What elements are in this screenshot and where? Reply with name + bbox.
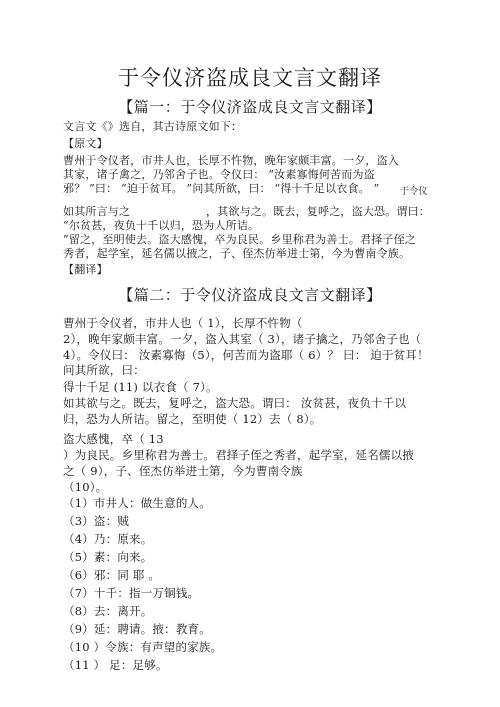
- original-line: 秀者，起学室，延名儒以掖之，子、侄杰仿举进士第，今为曹南令族。: [63, 247, 411, 260]
- note-item: （1）市井人：做生意的人。: [63, 496, 211, 510]
- intro-line: 文言文《》选自，其古诗原文如下：: [63, 120, 243, 133]
- note-item: （4）乃：原来。: [63, 532, 153, 546]
- translation-line: 得十千足 (11) 以衣食（ 7）。: [63, 380, 218, 394]
- translation-line: 4）。令仪曰： 汝素寡悔（5），何苦而为盗耶（ 6）？ 曰： 迫于贫耳！: [63, 348, 429, 362]
- document-title: 于令仪济盗成良文言文翻译: [118, 66, 382, 90]
- note-item: （6）邪：同 耶 。: [63, 568, 161, 582]
- translation-line: 盗大感愧，卒（ 13: [63, 432, 164, 446]
- translation-line: 之（ 9），子、侄杰仿举进士第，今为曹南令族: [63, 464, 303, 478]
- translation-line: 曹州于令仪者，市井人也（ 1），长厚不忤物（: [63, 316, 303, 330]
- original-line-cont: ，其欲与之。既去，复呼之，盗大恐。谓曰：: [206, 205, 430, 218]
- note-item: （5）素：向来。: [63, 550, 153, 564]
- yiwen-label: 【翻译】: [63, 263, 108, 276]
- translation-line: 如其欲与之。既去，复呼之，盗大恐。谓曰： 汝贫甚，夜负十千以: [63, 396, 407, 410]
- note-item: （8）去：离开。: [63, 604, 153, 618]
- yuanwen-label: 【原文】: [63, 137, 108, 150]
- original-line: 邪？ ”曰： “迫于贫耳。 ”问其所欲，曰： “得十千足以衣食。 ”: [63, 182, 380, 195]
- translation-line: （10）。: [63, 480, 108, 494]
- original-line: “尔贫甚，夜负十千以归，恐为人所诘。: [63, 219, 260, 232]
- translation-line: 归，恐为人所诘。留之，至明使（ 12）去（ 8）。: [63, 412, 322, 426]
- note-item: （9）延：聘请。掖：教育。: [63, 622, 211, 636]
- note-item: （7）十千：指一万铜钱。: [63, 586, 200, 600]
- note-item: （3）盗：贼: [63, 514, 130, 528]
- translation-line: ）为良民。乡里称君为善士。君择子侄之秀者，起学室，延名儒以掖: [63, 448, 414, 462]
- original-line: 曹州于令仪者，市井人也，长厚不忤物，晚年家颇丰富。一夕，盗入: [63, 154, 399, 167]
- translation-line: 问其所欲，曰：: [63, 363, 145, 377]
- section-heading-1: 【篇一：于令仪济盗成良文言文翻译】: [118, 98, 382, 116]
- section-heading-2: 【篇二：于令仪济盗成良文言文翻译】: [118, 286, 382, 304]
- original-line: 其家，诸子禽之，乃邻舍子也。令仪曰： “汝素寡悔何苦而为盗: [63, 168, 375, 181]
- original-line: ”留之，至明使去。盗大感愧，卒为良民。乡里称君为善士。君择子侄之: [63, 233, 417, 246]
- original-line: 如其所言与之: [63, 205, 131, 218]
- note-item: （10 ）令族：有声望的家族。: [63, 640, 223, 654]
- note-item: （11 ） 足：足够。: [63, 658, 168, 672]
- original-line-tail: 于令仪: [400, 187, 428, 197]
- translation-line: 2），晚年家颇丰富。一夕，盗入其室（ 3），诸子擒之，乃邻舍子也（: [63, 332, 422, 346]
